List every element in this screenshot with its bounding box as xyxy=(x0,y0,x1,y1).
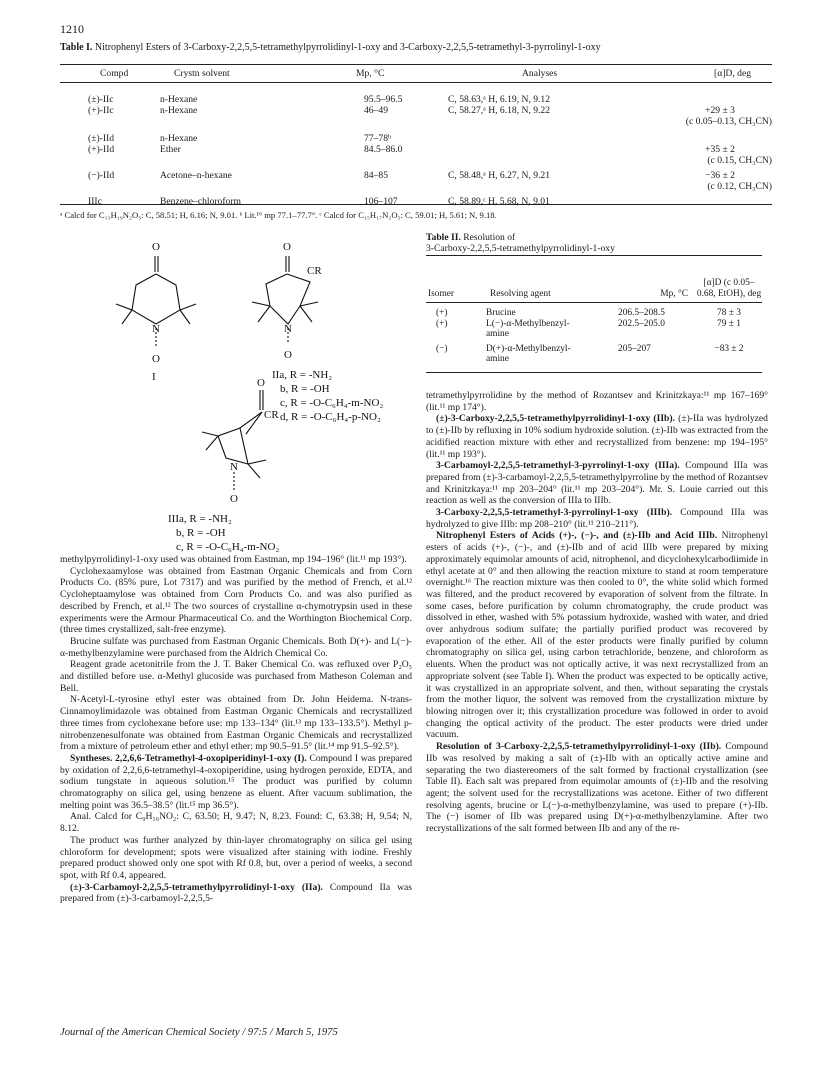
rc-text: (±)-IIa was hydrolyzed to (±)-IIb by refluxing in 10% sodium hydroxide solution. (±)-IIb was extracted from the acidified reaction mixture with ether and recrystallized from benzene: mp 194–195° (lit.¹¹ mp 193°). xyxy=(426,413,768,460)
t2-header-rotation: [α]D (c 0.05–0.68, EtOH), deg xyxy=(696,278,762,299)
rc-para xyxy=(426,530,768,741)
s1-atom-o-bottom: O xyxy=(152,353,160,365)
t2-row xyxy=(426,340,762,365)
t1-cell-rotation-cond: (c 0.12, CH₃CN) xyxy=(707,181,772,192)
t2-header-isomer: Isomer xyxy=(428,288,455,299)
s1-atom-o-top: O xyxy=(152,241,160,253)
t2-cell-mp: 202.5–205.0 xyxy=(618,318,665,329)
t1-cell-solvent: Ether xyxy=(160,144,181,155)
table2-bottom-rule xyxy=(426,372,762,373)
table2-caption-line1: Resolution of xyxy=(463,232,516,243)
table1-caption-text: Nitrophenyl Esters of 3-Carboxy-2,2,5,5-tetramethylpyrrolidinyl-1-oxy and 3-Carboxy-2,2,5,5-tetramethyl-3-pyrrolinyl-1-oxy xyxy=(94,42,601,53)
t1-header-analyses: Analyses xyxy=(522,68,558,79)
s2-atom-n: N xyxy=(284,323,292,335)
t2-header-agent: Resolving agent xyxy=(490,288,551,299)
t1-cell-compd: (+)-IId xyxy=(88,144,115,155)
table2-caption-line2: 3-Carboxy-2,2,5,5-tetramethylpyrrolidinyl-1-oxy xyxy=(426,243,615,254)
t2-cell-agent: Brucine xyxy=(486,308,516,318)
rc-text: Compound IIIa was prepared from (±)-3-carbamoyl-2,2,5,5-tetramethylpyrroline by the method of Rozantsev and Krinitzkaya:¹¹ mp 203–204° (lit.¹¹ mp 203–204°). Mr. S. Louie carried out this reaction as well as the conversion of IIIa to IIIb. xyxy=(426,460,768,507)
s2-label-c: c, R = -O-C₆H₄-m-NO₂ xyxy=(280,397,384,409)
table2 xyxy=(426,256,762,365)
t1-header-rotation: [α]D, deg xyxy=(714,68,751,79)
t1-cell-rotation-cond: (c 0.05–0.13, CH₃CN) xyxy=(685,116,772,127)
t1-cell-rotation-cond: (c 0.15, CH₃CN) xyxy=(707,155,772,166)
s2-label-d: d, R = -O-C₆H₄-p-NO₂ xyxy=(280,411,381,423)
lc-para xyxy=(60,882,412,905)
rc-para xyxy=(426,460,768,507)
lc-para: Reagent grade acetonitrile from the J. T. Baker Chemical Co. was refluxed over P₂O₅ and distilled before use. α-Methyl glucoside was purchased from Matheson Coleman and Bell. xyxy=(60,659,412,694)
t1-header-mp: Mp, °C xyxy=(356,68,385,79)
t2-cell-isomer: (+) xyxy=(436,308,448,318)
t1-cell-mp: 84–85 xyxy=(364,170,388,181)
t1-row xyxy=(60,144,772,166)
lc-heading: (±)-3-Carbamoyl-2,2,5,5-tetramethylpyrrolidinyl-1-oxy (IIa). xyxy=(70,881,323,893)
s2-atom-cr: CR xyxy=(307,265,322,277)
s2-atom-o-top: O xyxy=(283,241,291,253)
t1-cell-mp: 77–78ᵇ xyxy=(364,133,391,144)
s2-label-a: IIa, R = -NH₂ xyxy=(272,369,333,381)
lc-para xyxy=(60,753,412,812)
t2-row xyxy=(426,308,762,319)
s3-atom-o-top: O xyxy=(257,377,265,389)
table2-caption xyxy=(426,232,766,254)
t1-header-compd: Compd xyxy=(100,68,129,79)
t1-cell-mp: 84.5–86.0 xyxy=(364,144,403,155)
lc-para: methylpyrrolidinyl-1-oxy used was obtained from Eastman, mp 194–196° (lit.¹¹ mp 193°). xyxy=(60,554,407,565)
t1-cell-compd: (±)-IId xyxy=(88,133,115,144)
t1-cell-rotation: +29 ± 3 xyxy=(705,105,735,116)
rc-para xyxy=(426,507,768,530)
t2-cell-isomer: (−) xyxy=(436,343,448,354)
t1-row xyxy=(60,105,772,127)
table1-caption xyxy=(60,42,770,53)
lc-para: The product was further analyzed by thin-layer chromatography on silica gel using chloroform for development; spots were visualized after staining with iodine. Freshly prepared product showed only one spot with Rf 0.8, but, over a period of weeks, a second spot, with Rf 0.4, appeared. xyxy=(60,834,412,881)
rc-text: Nitrophenyl esters of acids (+)-, (−)-, and (±)-IIb and of acid IIIb were prepared by mixing approximately equimolar amounts of acid, nitrophenol, and dicyclohexylcarbodiimide in ethyl acetate at 0° and then allowing the reaction mixture to stand at room temperature overnight.¹⁶ The reaction mixture was then cooled to 0°, the white solid which formed was filtered, and the product recovered by evaporation of solvent from the filtrate. In some cases, before purification by column chromatography, the crude product was dissolved in ether, washed with 5% potassium hydroxide, washed with water, and dried over anhydrous sodium sulfate; the partially purified product was recovered by evaporation of the ether. All of the ester products were finally purified by column chromatography on silica gel, using carbon tetrachloride, benzene, and chloroform as eluents. When the product was not optically active, it was next recrystallized from an appropriate solvent (see Table I). When the product was expected to be optically active, it was crystallized in an appropriate solvent, and then, without separating the crystals from the mother liquor, the solvent was removed from the crystallization mixture by blowing nitrogen over it; this crystallization procedure was followed in order to avoid changing the optical activity of the product. The ester products were dried under vacuum. xyxy=(426,530,769,741)
rc-text: Compound IIb was resolved by making a salt of (±)-IIb with an optically active amine and separating the two diastereomers of the salt formed by fractional crystallization (see Table II). Each salt was prepared from equimolar amounts of (±)-IIb and the resolving agent; the solvent used for the recrystallizations was acetone. Either of two different resolving agents, brucine or L(−)-α-methylbenzylamine, was used to prepare (+)-IIb. The (−) isomer of IIb was prepared using D(+)-α-methylbenzylamine. After two recrystallizations of the salt formed between IIb and any of the re- xyxy=(426,741,768,835)
t1-cell-compd: (+)-IIc xyxy=(88,105,114,116)
lc-para: Anal. Calcd for C₉H₁₆NO₂: C, 63.50; H, 9.47; N, 8.23. Found: C, 63.38; H, 9.54; N, 8.12. xyxy=(60,811,412,835)
t1-header-solvent: Crystn solvent xyxy=(174,68,230,79)
lc-text: Compound I was prepared by oxidation of 2,2,6,6-tetramethyl-4-oxopiperidine, using hydrogen peroxide, EDTA, and sodium tungstate in aqueous solution.¹⁵ The product was purified by column chromatography on silica gel, using benzene as eluent. After vacuum sublimation, the melting point was 36.5–38.5° (lit.¹⁵ mp 36.5°). xyxy=(60,752,412,811)
t1-cell-solvent: Benzene–chloroform xyxy=(160,196,241,207)
rc-heading: Nitrophenyl Esters of Acids (+)-, (−)-, and (±)-IIb and Acid IIIb. xyxy=(436,530,718,542)
t2-cell-rotation: −83 ± 2 xyxy=(714,343,744,354)
lc-para: Brucine sulfate was purchased from Eastman Organic Chemicals. Both D(+)- and L(−)-α-methylbenzylamine were purchased from the Aldrich Chemical Co. xyxy=(60,635,412,659)
s3-atom-cr: CR xyxy=(264,409,279,421)
t2-cell-mp: 206.5–208.5 xyxy=(618,308,665,318)
table1-footnote: ᵃ Calcd for C₁₃H₁₉N₂O₅: C, 58.51; H, 6.16; N, 9.01. ᵇ Lit.¹⁶ mp 77.1–77.7°. ᶜ Calcd for C₁₅H₁₇N₂O₅: C, 59.01; H, 5.61; N, 9.18. xyxy=(60,210,497,220)
rc-text: Compound IIIa was hydrolyzed to give IIIb: mp 208–210° (lit.¹¹ 210–211°). xyxy=(426,507,768,530)
t1-row xyxy=(60,94,772,105)
t2-row xyxy=(426,319,762,340)
t1-cell-mp: 106–107 xyxy=(364,196,398,207)
lc-para: Cyclohexaamylose was obtained from Eastman Organic Chemicals and from Corn Products Co. (85% pure, Lot 7317) and was purified by the method of French, et al.¹² Cycloheptaamylose was obtained from Corn Products Co. and was also purified as described by French, et al.¹² The two sources of crystalline α-chymotrypsin used in these experiments were the Armour Pharmaceutical Co. and the Worthington Biochemical Corp. (three times crystallized, salt-free enzyme). xyxy=(60,565,412,636)
left-column xyxy=(60,554,412,905)
rc-para: tetramethylpyrrolidine by the method of Rozantsev and Krinitzkaya:¹¹ mp 167–169° (lit.¹¹ mp 174°). xyxy=(426,390,768,413)
table1-top-rule xyxy=(60,64,772,65)
rc-para xyxy=(426,741,768,835)
s2-atom-o-bottom: O xyxy=(284,349,292,361)
s3-atom-o-bottom: O xyxy=(230,493,238,505)
t1-cell-analyses: C, 58.63,ᵃ H, 6.19, N, 9.12 xyxy=(448,94,551,105)
t1-row xyxy=(60,133,772,144)
s1-label: I xyxy=(152,371,156,383)
journal-footer: Journal of the American Chemical Society / 97:5 / March 5, 1975 xyxy=(60,1027,338,1038)
rc-heading: 3-Carbamoyl-2,2,5,5-tetramethyl-3-pyrrolinyl-1-oxy (IIIa). xyxy=(436,460,680,472)
s3-label-c: c, R = -O-C₆H₄-m-NO₂ xyxy=(176,541,280,553)
t1-cell-solvent: n-Hexane xyxy=(160,133,198,144)
t1-cell-analyses xyxy=(448,133,638,144)
table1-label: Table I. xyxy=(60,42,93,53)
s3-label-a: IIIa, R = -NH₂ xyxy=(168,513,232,525)
t1-cell-solvent: n-Hexane xyxy=(160,94,198,105)
t1-cell-mp: 95.5–96.5 xyxy=(364,94,403,105)
right-column xyxy=(426,390,768,835)
rc-heading: Resolution of 3-Carboxy-2,2,5,5-tetramethylpyrrolidinyl-1-oxy (IIb). xyxy=(436,741,722,753)
rc-heading: 3-Carboxy-2,2,5,5-tetramethyl-3-pyrrolinyl-1-oxy (IIIb). xyxy=(436,507,673,519)
t2-cell-agent: L(−)-α-Methylbenzyl-amine xyxy=(486,318,570,339)
t2-cell-isomer: (+) xyxy=(436,318,448,329)
t2-cell-agent: D(+)-α-Methylbenzyl-amine xyxy=(486,343,571,364)
lc-text: Compound IIa was prepared from (±)-3-carbamoyl-2,2,5,5- xyxy=(60,881,413,905)
t1-cell-compd: (±)-IIc xyxy=(88,94,114,105)
t2-cell-rotation: 78 ± 3 xyxy=(717,308,741,318)
rc-para xyxy=(426,413,768,460)
t1-cell-rotation: +35 ± 2 xyxy=(705,144,735,155)
s3-atom-n: N xyxy=(230,461,238,473)
table2-label: Table II. xyxy=(426,232,461,243)
table1 xyxy=(60,66,772,207)
t1-cell-rotation: −36 ± 2 xyxy=(705,170,735,181)
s1-atom-n: N xyxy=(152,323,160,335)
t2-header-mp: Mp, °C xyxy=(660,288,688,299)
lc-para: N-Acetyl-L-tyrosine ethyl ester was obtained from Dr. John Heidema. N-trans-Cinnamoylimidazole was obtained from Eastman Organic Chemicals and recrystallized three times from cyclohexane before use: mp 133–134° (lit.¹³ mp 133–133.5°). Methyl p-nitrobenzenesulfonate was obtained from Eastman Organic Chemicals and recrystallized from a mixture of petroleum ether and ethyl ether: mp 90.5–91.5° (lit.¹⁴ mp 91.5–92.5°). xyxy=(60,694,412,753)
t2-cell-mp: 205–207 xyxy=(618,343,651,354)
t1-cell-compd: (−)-IId xyxy=(88,170,115,181)
page-number: 1210 xyxy=(60,22,84,36)
t2-cell-rotation: 79 ± 1 xyxy=(717,318,741,329)
t1-cell-solvent: n-Hexane xyxy=(160,105,198,116)
rc-heading: (±)-3-Carboxy-2,2,5,5-tetramethylpyrrolidinyl-1-oxy (IIb). xyxy=(436,413,675,425)
s3-label-b: b, R = -OH xyxy=(176,527,226,539)
t1-cell-compd: IIIc xyxy=(88,196,102,207)
t1-cell-analyses xyxy=(448,144,638,166)
t1-cell-mp: 46–49 xyxy=(364,105,388,116)
t1-cell-analyses: C, 58.48,ᵃ H, 6.27, N, 9.21 xyxy=(448,170,551,181)
s2-label-b: b, R = -OH xyxy=(280,383,330,395)
t1-cell-analyses: C, 58.89,ᶜ H, 5.68, N, 9.01 xyxy=(448,196,550,207)
lc-heading: Syntheses. 2,2,6,6-Tetramethyl-4-oxopiperidinyl-1-oxy (I). xyxy=(70,752,307,764)
t1-cell-solvent: Acetone–n-hexane xyxy=(160,170,232,181)
t1-row xyxy=(60,170,772,192)
t1-row xyxy=(60,196,772,207)
t1-cell-analyses: C, 58.27,ᵃ H, 6.18, N, 9.22 xyxy=(448,105,551,116)
